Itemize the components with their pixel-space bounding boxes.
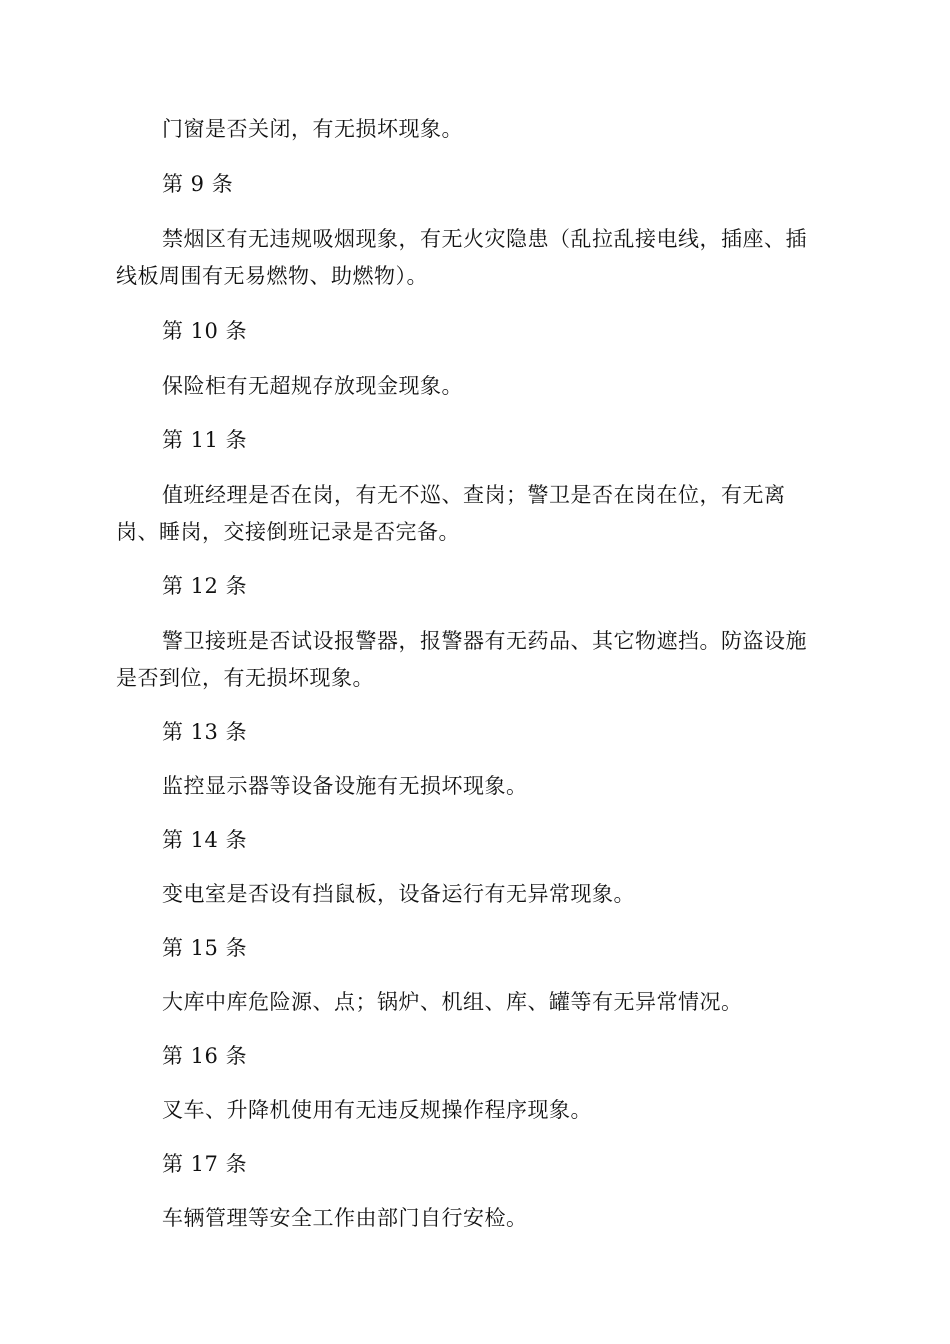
paragraph-line: 禁烟区有无违规吸烟现象，有无火灾隐患（乱拉乱接电线，插座、插 [162, 227, 807, 251]
paragraph-line: 变电室是否设有挡鼠板，设备运行有无异常现象。 [162, 882, 635, 906]
article-heading: 第 12 条 [162, 574, 248, 598]
article-heading: 第 15 条 [162, 936, 248, 960]
article-heading: 第 16 条 [162, 1044, 248, 1068]
paragraph-line: 岗、睡岗，交接倒班记录是否完备。 [116, 520, 460, 544]
paragraph-line: 线板周围有无易燃物、助燃物）。 [116, 264, 428, 288]
article-heading: 第 13 条 [162, 720, 248, 744]
paragraph-line: 是否到位，有无损坏现象。 [116, 666, 374, 690]
paragraph-line: 警卫接班是否试设报警器，报警器有无药品、其它物遮挡。防盗设施 [162, 629, 807, 653]
article-heading: 第 11 条 [162, 428, 248, 452]
article-heading: 第 9 条 [162, 172, 234, 196]
paragraph-line: 值班经理是否在岗，有无不巡、查岗；警卫是否在岗在位，有无离 [162, 483, 786, 507]
article-heading: 第 14 条 [162, 828, 248, 852]
paragraph-line: 保险柜有无超规存放现金现象。 [162, 374, 463, 398]
paragraph-line: 车辆管理等安全工作由部门自行安检。 [162, 1206, 528, 1230]
paragraph-line: 门窗是否关闭，有无损坏现象。 [162, 117, 463, 141]
article-heading: 第 17 条 [162, 1152, 248, 1176]
paragraph-line: 监控显示器等设备设施有无损坏现象。 [162, 774, 528, 798]
article-heading: 第 10 条 [162, 319, 248, 343]
paragraph-line: 叉车、升降机使用有无违反规操作程序现象。 [162, 1098, 592, 1122]
paragraph-line: 大库中库危险源、点；锅炉、机组、库、罐等有无异常情况。 [162, 990, 743, 1014]
